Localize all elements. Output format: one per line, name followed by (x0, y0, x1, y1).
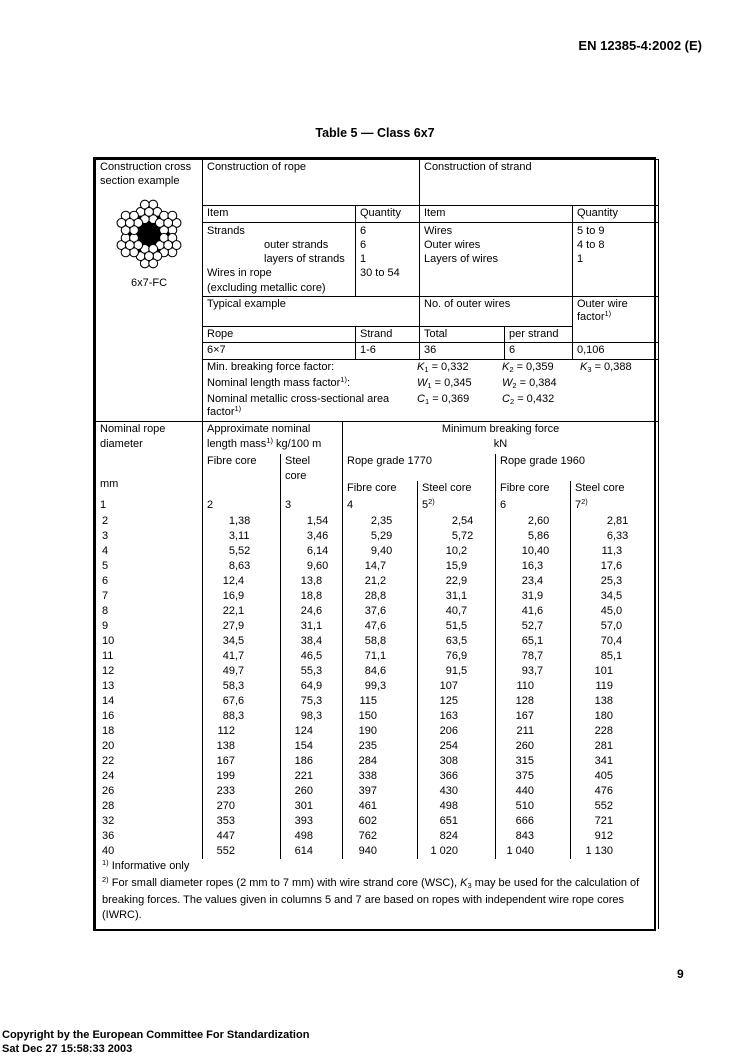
cell-breaking-value: 150 (343, 709, 418, 724)
col-number: 4 (343, 498, 418, 514)
rope-qty-header: Quantity (356, 206, 420, 223)
copyright-line-1: Copyright by the European Committee For Standardization (2, 1029, 310, 1041)
cell-breaking-value: 28,8 (343, 589, 418, 604)
data-row (96, 589, 659, 604)
cell-diameter: 11 (96, 649, 203, 664)
strand-item: Wires (424, 224, 453, 237)
cell-breaking-value: 5,72 (418, 529, 496, 544)
cell-breaking-value: 5,29 (343, 529, 418, 544)
cell-breaking-value: 125 (418, 694, 496, 709)
rope-item: layers of strands (264, 253, 345, 266)
cell-breaking-value: 119 (571, 679, 659, 694)
data-row (96, 514, 659, 529)
strand-qty-cell (573, 222, 659, 296)
cell-breaking-value: 31,1 (418, 589, 496, 604)
cell-breaking-value: 167 (496, 709, 571, 724)
cell-breaking-value: 206 (418, 724, 496, 739)
cell-breaking-value: 55,3 (281, 664, 343, 679)
cell-breaking-value: 476 (571, 784, 659, 799)
data-row (96, 784, 659, 799)
cell-breaking-value: 91,5 (418, 664, 496, 679)
cell-breaking-value: 315 (496, 754, 571, 769)
cell-diameter: 8 (96, 604, 203, 619)
data-row (96, 634, 659, 649)
data-row (96, 604, 659, 619)
cell-breaking-value: 260 (496, 739, 571, 754)
factor-label: Nominal metallic cross-sectional area factor$^{1)}$ (207, 392, 390, 419)
cell-breaking-value: 11,3 (571, 544, 659, 559)
cell-breaking-value: 1 020 (418, 844, 496, 859)
cell-breaking-value: 721 (571, 814, 659, 829)
mass-fibre-core-header: Fibre core (203, 454, 281, 498)
strand-items-cell (420, 222, 573, 296)
strand-qty: 1 (577, 253, 584, 266)
cell-breaking-value: 115 (343, 694, 418, 709)
cell-diameter: 12 (96, 664, 203, 679)
diameter-unit: mm (100, 478, 119, 491)
cell-breaking-value: 10,2 (418, 544, 496, 559)
factor-label: Min. breaking force factor: (207, 360, 335, 373)
cell-breaking-value: 190 (343, 724, 418, 739)
grade1770-fibre-header: Fibre core (343, 481, 418, 498)
strand-item-header: Item (420, 206, 573, 223)
data-row (96, 649, 659, 664)
rope-item: (excluding metallic core) (207, 281, 326, 294)
cell-breaking-value: 2,81 (571, 514, 659, 529)
cell-breaking-value: 75,3 (281, 694, 343, 709)
cell-breaking-value: 6,14 (281, 544, 343, 559)
cell-diameter: 4 (96, 544, 203, 559)
cell-breaking-value: 49,7 (203, 664, 281, 679)
grade1770-steel-header: Steel core (418, 481, 496, 498)
cell-breaking-value: 552 (571, 799, 659, 814)
cell-breaking-value: 14,7 (343, 559, 418, 574)
cell-breaking-value: 9,40 (343, 544, 418, 559)
cell-breaking-value: 552 (203, 844, 281, 859)
table-5-class-6x7 (93, 157, 656, 931)
copyright-footer (2, 1029, 309, 1056)
cell-breaking-value: 308 (418, 754, 496, 769)
cell-breaking-value: 98,3 (281, 709, 343, 724)
rope-value: 6×7 (203, 343, 356, 360)
factor-row (207, 361, 654, 377)
data-row (96, 574, 659, 589)
rope-qty: 30 to 54 (360, 267, 400, 280)
cell-breaking-value: 76,9 (418, 649, 496, 664)
cell-diameter: 32 (96, 814, 203, 829)
factor-value: $W_1 = 0,345$ (417, 376, 472, 390)
column-number-row (96, 498, 659, 514)
data-row (96, 799, 659, 814)
cell-breaking-value: 85,1 (571, 649, 659, 664)
cell-diameter: 28 (96, 799, 203, 814)
cell-breaking-value: 128 (496, 694, 571, 709)
cell-breaking-value: 1 040 (496, 844, 571, 859)
rope-grade-1960-header: Rope grade 1960 (496, 454, 659, 481)
rope-qty: 1 (360, 253, 367, 266)
cell-breaking-value: 186 (281, 754, 343, 769)
cell-diameter: 14 (96, 694, 203, 709)
cell-breaking-value: 99,3 (343, 679, 418, 694)
data-row (96, 694, 659, 709)
cell-breaking-value: 393 (281, 814, 343, 829)
strand-value: 1-6 (356, 343, 420, 360)
per-strand-col-header: per strand (505, 326, 573, 343)
outer-wire-factor-value: 0,106 (573, 343, 659, 360)
construction-section-table (95, 159, 659, 422)
cell-breaking-value: 824 (418, 829, 496, 844)
cell-breaking-value: 602 (343, 814, 418, 829)
cell-breaking-value: 498 (418, 799, 496, 814)
cell-breaking-value: 9,60 (281, 559, 343, 574)
cell-breaking-value: 70,4 (571, 634, 659, 649)
copyright-line-2: Sat Dec 27 15:58:33 2003 (2, 1042, 133, 1055)
cell-diameter: 16 (96, 709, 203, 724)
total-col-header: Total (420, 326, 505, 343)
cell-breaking-value: 440 (496, 784, 571, 799)
data-row (96, 544, 659, 559)
cell-breaking-value: 34,5 (203, 634, 281, 649)
cell-diameter: 22 (96, 754, 203, 769)
cell-breaking-value: 88,3 (203, 709, 281, 724)
cell-breaking-value: 45,0 (571, 604, 659, 619)
strand-qty-header: Quantity (573, 206, 659, 223)
construction-of-strand-heading: Construction of strand (420, 160, 659, 206)
cell-breaking-value: 284 (343, 754, 418, 769)
cell-breaking-value: 84,6 (343, 664, 418, 679)
cell-diameter: 6 (96, 574, 203, 589)
page-number: 9 (677, 967, 684, 981)
cell-breaking-value: 41,7 (203, 649, 281, 664)
data-row (96, 529, 659, 544)
col-number: 7$^{2)}$ (571, 498, 659, 514)
cell-breaking-value: 405 (571, 769, 659, 784)
cell-diameter: 26 (96, 784, 203, 799)
data-row (96, 679, 659, 694)
strand-item: Outer wires (424, 238, 481, 251)
factor-row (207, 393, 654, 421)
cell-breaking-value: 940 (343, 844, 418, 859)
strand-col-header: Strand (356, 326, 420, 343)
outer-wires-heading: No. of outer wires (420, 296, 573, 326)
cell-diameter: 20 (96, 739, 203, 754)
cell-breaking-value: 57,0 (571, 619, 659, 634)
cell-breaking-value: 41,6 (496, 604, 571, 619)
strand-qty: 4 to 8 (577, 238, 605, 251)
diameter-header-cell (96, 422, 203, 498)
cell-breaking-value: 65,1 (496, 634, 571, 649)
cell-breaking-value: 447 (203, 829, 281, 844)
cell-breaking-value: 58,3 (203, 679, 281, 694)
cell-breaking-value: 338 (343, 769, 418, 784)
factor-row (207, 374, 654, 393)
cell-diameter: 9 (96, 619, 203, 634)
data-row (96, 769, 659, 784)
construction-example-cell (96, 160, 203, 422)
cell-breaking-value: 71,1 (343, 649, 418, 664)
rope-item: Strands (207, 224, 245, 237)
grade1960-steel-header: Steel core (571, 481, 659, 498)
typical-example-heading: Typical example (203, 296, 420, 326)
cell-breaking-value: 167 (203, 754, 281, 769)
strand-item: Layers of wires (424, 253, 498, 266)
cell-breaking-value: 180 (571, 709, 659, 724)
cell-breaking-value: 5,52 (203, 544, 281, 559)
factor-value: $K_3 = 0,388$ (580, 360, 632, 374)
cell-breaking-value: 260 (281, 784, 343, 799)
cell-breaking-value: 12,4 (203, 574, 281, 589)
factor-value: $C_1 = 0,369$ (417, 392, 470, 406)
cell-diameter: 36 (96, 829, 203, 844)
cell-breaking-value: 235 (343, 739, 418, 754)
rope-items-cell (203, 222, 356, 296)
rope-grade-1770-header: Rope grade 1770 (343, 454, 496, 481)
construction-of-rope-heading: Construction of rope (203, 160, 420, 206)
cell-breaking-value: 1 130 (571, 844, 659, 859)
data-row (96, 739, 659, 754)
cell-breaking-value: 40,7 (418, 604, 496, 619)
cell-breaking-value: 430 (418, 784, 496, 799)
cell-diameter: 13 (96, 679, 203, 694)
cell-breaking-value: 22,1 (203, 604, 281, 619)
cell-breaking-value: 27,9 (203, 619, 281, 634)
cell-breaking-value: 24,6 (281, 604, 343, 619)
cell-breaking-value: 93,7 (496, 664, 571, 679)
footnote-1: $^{1)}$ Informative only (102, 858, 190, 873)
rope-qty: 6 (360, 224, 367, 237)
cell-breaking-value: 270 (203, 799, 281, 814)
data-row (96, 664, 659, 679)
cell-breaking-value: 78,7 (496, 649, 571, 664)
rope-item: Wires in rope (207, 267, 272, 280)
cell-breaking-value: 254 (418, 739, 496, 754)
strand-qty: 5 to 9 (577, 224, 605, 237)
length-mass-heading: Approximate nominal length mass$^{1)}$ kg/100 m (203, 422, 343, 454)
cell-breaking-value: 101 (571, 664, 659, 679)
cell-breaking-value: 31,9 (496, 589, 571, 604)
grade1960-fibre-header: Fibre core (496, 481, 571, 498)
per-strand-value: 6 (505, 343, 573, 360)
cell-breaking-value: 67,6 (203, 694, 281, 709)
construction-example-label: Construction cross section example (100, 161, 192, 187)
cell-breaking-value: 25,3 (571, 574, 659, 589)
cell-breaking-value: 58,8 (343, 634, 418, 649)
data-tbody (96, 514, 659, 859)
cell-breaking-value: 233 (203, 784, 281, 799)
footnote-ref: 1) (604, 309, 612, 319)
cell-breaking-value: 64,9 (281, 679, 343, 694)
data-row (96, 754, 659, 769)
rope-cross-section-image (108, 193, 190, 275)
cell-breaking-value: 124 (281, 724, 343, 739)
cell-breaking-value: 15,9 (418, 559, 496, 574)
cell-breaking-value: 2,54 (418, 514, 496, 529)
cell-breaking-value: 1,54 (281, 514, 343, 529)
footnote-row (96, 859, 659, 929)
data-row (96, 844, 659, 859)
cell-diameter: 18 (96, 724, 203, 739)
cell-breaking-value: 211 (496, 724, 571, 739)
data-row (96, 709, 659, 724)
cell-breaking-value: 51,5 (418, 619, 496, 634)
rope-col-header: Rope (203, 326, 356, 343)
cell-breaking-value: 912 (571, 829, 659, 844)
cell-breaking-value: 18,8 (281, 589, 343, 604)
cell-breaking-value: 107 (418, 679, 496, 694)
footnote-2: $^{2)}$ For small diameter ropes (2 mm to 7 mm) with wire strand core (WSC), $K_3$ may be used for the calculation of breaking forces. The values given in columns 5 and 7 are based on ropes with independent wire rope cores (IWRC). (102, 875, 640, 922)
cell-breaking-value: 281 (571, 739, 659, 754)
cell-breaking-value: 341 (571, 754, 659, 769)
cell-breaking-value: 31,1 (281, 619, 343, 634)
cell-breaking-value: 138 (571, 694, 659, 709)
total-value: 36 (420, 343, 505, 360)
cell-diameter: 40 (96, 844, 203, 859)
data-row (96, 559, 659, 574)
cell-breaking-value: 21,2 (343, 574, 418, 589)
cell-breaking-value: 366 (418, 769, 496, 784)
col-number: 2 (203, 498, 281, 514)
cell-breaking-value: 762 (343, 829, 418, 844)
cell-breaking-value: 2,60 (496, 514, 571, 529)
cell-breaking-value: 843 (496, 829, 571, 844)
cell-breaking-value: 1,38 (203, 514, 281, 529)
cell-breaking-value: 375 (496, 769, 571, 784)
breaking-force-table (95, 422, 659, 929)
data-row (96, 724, 659, 739)
factors-cell (203, 359, 659, 421)
rope-qty-cell (356, 222, 420, 296)
cell-breaking-value: 22,9 (418, 574, 496, 589)
cell-diameter: 5 (96, 559, 203, 574)
cell-breaking-value: 17,6 (571, 559, 659, 574)
cell-diameter: 2 (96, 514, 203, 529)
cell-breaking-value: 63,5 (418, 634, 496, 649)
cell-breaking-value: 228 (571, 724, 659, 739)
cell-diameter: 24 (96, 769, 203, 784)
cell-breaking-value: 3,11 (203, 529, 281, 544)
col-number: 3 (281, 498, 343, 514)
cell-breaking-value: 666 (496, 814, 571, 829)
rope-item: outer strands (264, 238, 329, 251)
diameter-label: Nominal rope diameter (100, 423, 166, 451)
cell-breaking-value: 46,5 (281, 649, 343, 664)
cell-breaking-value: 10,40 (496, 544, 571, 559)
cell-breaking-value: 353 (203, 814, 281, 829)
data-row (96, 829, 659, 844)
table-title: Table 5 — Class 6x7 (315, 126, 435, 140)
cell-diameter: 3 (96, 529, 203, 544)
cell-breaking-value: 498 (281, 829, 343, 844)
cell-breaking-value: 5,86 (496, 529, 571, 544)
col-number: 1 (96, 498, 203, 514)
cell-breaking-value: 112 (203, 724, 281, 739)
cell-breaking-value: 110 (496, 679, 571, 694)
cell-breaking-value: 651 (418, 814, 496, 829)
cell-breaking-value: 8,63 (203, 559, 281, 574)
rope-item-header: Item (203, 206, 356, 223)
cell-breaking-value: 2,35 (343, 514, 418, 529)
data-row (96, 814, 659, 829)
rope-type-caption: 6x7-FC (130, 277, 168, 289)
cell-breaking-value: 461 (343, 799, 418, 814)
cell-breaking-value: 397 (343, 784, 418, 799)
data-row (96, 619, 659, 634)
cell-breaking-value: 163 (418, 709, 496, 724)
factor-value: $C_2 = 0,432$ (502, 392, 555, 406)
cell-breaking-value: 3,46 (281, 529, 343, 544)
cell-breaking-value: 47,6 (343, 619, 418, 634)
cell-breaking-value: 301 (281, 799, 343, 814)
rope-qty: 6 (360, 238, 367, 251)
cell-breaking-value: 6,33 (571, 529, 659, 544)
cell-breaking-value: 38,4 (281, 634, 343, 649)
factor-value: $W_2 = 0,384$ (502, 376, 557, 390)
outer-wire-factor-heading: Outer wire factor$^{1)}$ (573, 296, 659, 343)
cell-breaking-value: 13,8 (281, 574, 343, 589)
factor-label: Nominal length mass factor$^{1)}$: (207, 374, 351, 389)
cell-diameter: 10 (96, 634, 203, 649)
cell-breaking-value: 16,3 (496, 559, 571, 574)
col-number: 6 (496, 498, 571, 514)
cell-breaking-value: 510 (496, 799, 571, 814)
cell-breaking-value: 52,7 (496, 619, 571, 634)
cell-breaking-value: 614 (281, 844, 343, 859)
factor-value: $K_2 = 0,359$ (502, 360, 554, 374)
footnotes-cell (96, 859, 659, 929)
cell-diameter: 7 (96, 589, 203, 604)
cell-breaking-value: 23,4 (496, 574, 571, 589)
cell-breaking-value: 16,9 (203, 589, 281, 604)
factor-value: $K_1 = 0,332$ (417, 360, 469, 374)
footnote-ref: 1) (266, 436, 273, 446)
cell-breaking-value: 154 (281, 739, 343, 754)
cell-breaking-value: 199 (203, 769, 281, 784)
col-number: 5$^{2)}$ (418, 498, 496, 514)
cell-breaking-value: 37,6 (343, 604, 418, 619)
breaking-force-heading: Minimum breaking force kN (343, 422, 659, 454)
cell-breaking-value: 221 (281, 769, 343, 784)
mass-steel-core-header: Steel core (281, 454, 343, 498)
cell-breaking-value: 34,5 (571, 589, 659, 604)
document-reference: EN 12385-4:2002 (E) (578, 38, 702, 53)
cell-breaking-value: 138 (203, 739, 281, 754)
